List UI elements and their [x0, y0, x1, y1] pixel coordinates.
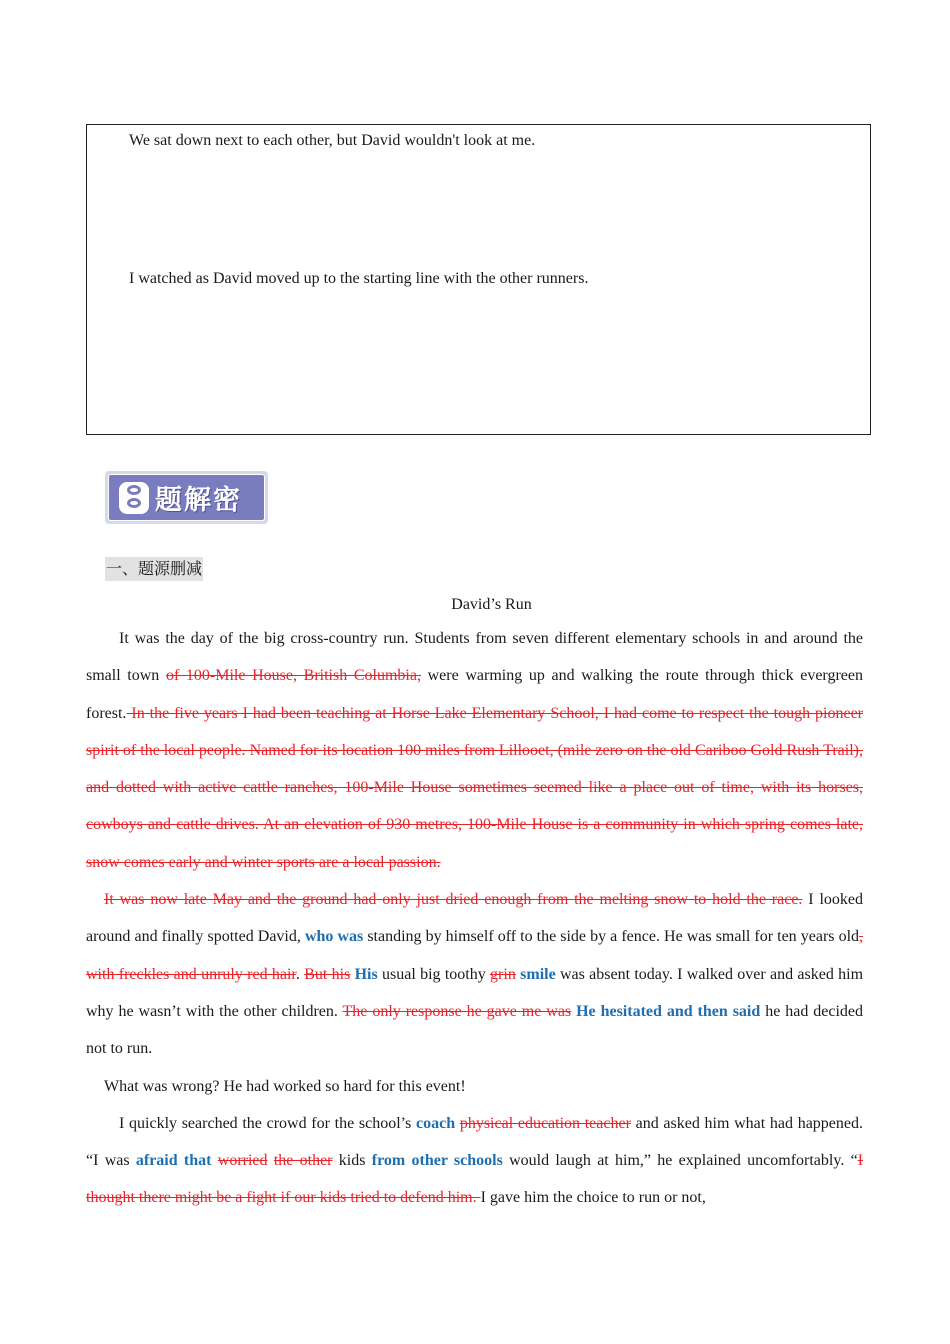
- deleted-text: , with freckles and unruly red hair: [86, 928, 864, 983]
- deleted-text: In the five years I had been teaching at Horse Lake Elementary School, I had come to respect the tough pioneer spirit of the local people. Named for its location 100 miles from Lillooet, (mile zero on the old Cariboo Gold Rush Trail), and dotted with active cattle ranches, 100-Mile House sometimes seemed like a place out of time, with its horses, cowboys and cattle drives. At an elevation of 930 metres, 100-Mile House is a community in which spring comes late, snow comes early and winter sports are a local passion.: [86, 704, 863, 871]
- text-run: What was wrong? He had worked so hard for this event!: [104, 1077, 466, 1095]
- text-run: I gave him the choice to run or not,: [480, 1189, 706, 1207]
- text-run: was absent today. I walked over and asked him why he wasn’t with the other children.: [86, 965, 864, 1020]
- text-run: kids: [332, 1152, 372, 1170]
- deleted-text: physical education teacher: [459, 1114, 631, 1132]
- text-run: were warming up and walking the route through thick evergreen forest.: [86, 667, 863, 722]
- section-badge-inner: [108, 474, 265, 521]
- writing-box-line-2: I watched as David moved up to the starting line with the other runners.: [129, 270, 589, 287]
- deleted-text: worried: [217, 1152, 268, 1170]
- text-run: It was the day of the big cross-country run. Students from seven different elementary schools in and around the small town: [86, 630, 863, 685]
- inserted-text: coach: [416, 1114, 456, 1132]
- text-run: I quickly searched the crowd for the school’s: [119, 1114, 417, 1132]
- inserted-text: smile: [520, 965, 556, 983]
- paragraph-2: [86, 881, 863, 1067]
- article-body: [86, 620, 863, 1217]
- story-title: David’s Run: [451, 596, 532, 613]
- paragraph-3: [86, 1068, 863, 1105]
- text-run: I looked around and finally spotted David,: [86, 891, 863, 946]
- inserted-text: His: [354, 965, 378, 983]
- text-run: usual big toothy: [377, 965, 491, 983]
- writing-answer-box: [86, 124, 871, 435]
- text-run: would laugh at him,” he explained uncomfortably. “: [502, 1152, 858, 1170]
- paragraph-4: [86, 1105, 863, 1217]
- inserted-text: from other schools: [371, 1152, 503, 1170]
- text-run: standing by himself off to the side by a fence. He was small for ten years old: [363, 928, 860, 946]
- writing-box-line-1: We sat down next to each other, but David wouldn't look at me.: [129, 132, 536, 149]
- section-heading: 一、题源删减: [105, 557, 203, 581]
- inserted-text: He hesitated and then said: [576, 1002, 761, 1020]
- section-badge: [105, 471, 268, 524]
- deleted-text: the other: [273, 1152, 333, 1170]
- deleted-text: grin: [490, 965, 516, 983]
- text-run: and asked him what had happened. “I was: [86, 1114, 864, 1170]
- text-run: .: [295, 965, 305, 983]
- deleted-text: I thought there might be a fight if our kids tried to defend him.: [86, 1152, 864, 1207]
- paragraph-1: [86, 620, 863, 881]
- deleted-text: of 100-Mile House, British Columbia,: [165, 667, 421, 685]
- deleted-text: But his: [304, 965, 351, 983]
- section-badge-label: 题解密: [155, 485, 242, 516]
- deleted-text: It was now late May and the ground had only just dried enough from the melting snow to hold the race.: [104, 891, 803, 909]
- inserted-text: who was: [304, 928, 364, 946]
- inserted-text: afraid that: [135, 1152, 212, 1170]
- deleted-text: The only response he gave me was: [342, 1002, 572, 1020]
- clover-loop-icon: [119, 482, 149, 514]
- text-run: he had decided not to run.: [86, 1002, 864, 1058]
